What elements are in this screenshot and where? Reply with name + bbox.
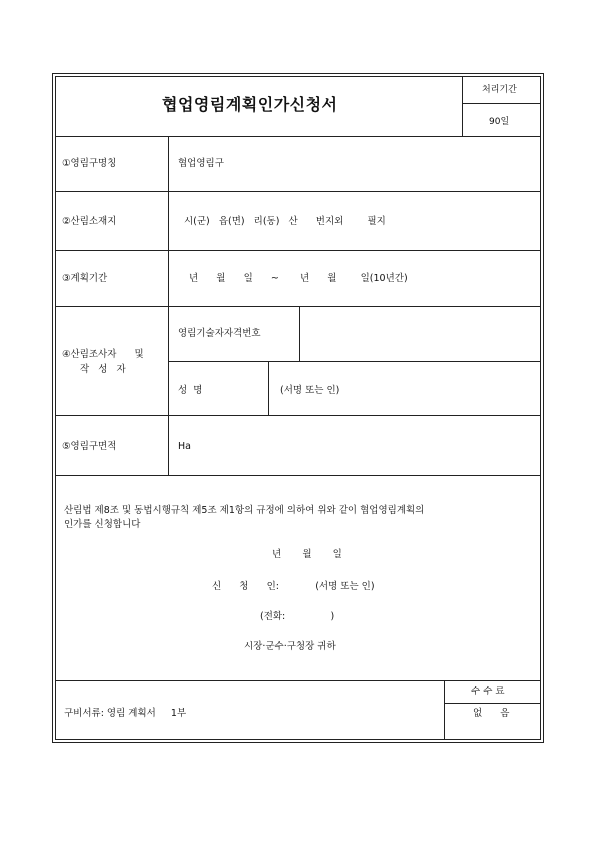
forest-location-label: ②산림소재지 bbox=[62, 216, 117, 227]
surveyor-label: ④산림조사자 및 bbox=[62, 349, 144, 360]
preparer-label: 작 성 자 bbox=[80, 364, 126, 375]
forest-location-value[interactable]: 시(군) 읍(면) 리(동) 산 번지외 필지 bbox=[184, 216, 386, 227]
signature-note[interactable]: (서명 또는 인) bbox=[280, 385, 340, 396]
form-title: 협업영림계획인가신청서 bbox=[162, 95, 338, 114]
plan-period-label: ③계획기간 bbox=[62, 273, 108, 284]
license-number-label: 영림기술자자격번호 bbox=[178, 328, 261, 339]
application-date[interactable]: 년 월 일 bbox=[272, 549, 342, 560]
addressee: 시장·군수·구청장 귀하 bbox=[244, 641, 336, 652]
phone-line[interactable]: (전화: ) bbox=[260, 611, 335, 622]
processing-period-value: 90일 bbox=[489, 117, 510, 127]
required-documents: 구비서류: 영림 계획서 1부 bbox=[64, 708, 187, 719]
statement-line-1: 산림법 제8조 및 동법시행규칙 제5조 제1항의 규정에 의하여 위와 같이 협업영림계획의 bbox=[64, 505, 425, 516]
forest-area-value[interactable]: Ha bbox=[178, 441, 191, 452]
license-number-field[interactable] bbox=[300, 307, 539, 360]
forest-unit-name-label: ①영림구명칭 bbox=[62, 158, 117, 169]
forest-unit-name-value[interactable]: 협업영림구 bbox=[178, 158, 224, 169]
fee-value: 없 음 bbox=[473, 708, 510, 719]
forest-area-label: ⑤영림구면적 bbox=[62, 441, 117, 452]
plan-period-value[interactable]: 년 월 일 ~ 년 월 일(10년간) bbox=[189, 273, 408, 284]
applicant-line[interactable]: 신 청 인: (서명 또는 인) bbox=[212, 581, 375, 592]
fee-label: 수 수 료 bbox=[471, 686, 505, 697]
name-label: 성 명 bbox=[178, 385, 203, 396]
processing-period-label: 처리기간 bbox=[482, 85, 517, 95]
statement-line-2: 인가를 신청합니다 bbox=[64, 519, 141, 530]
